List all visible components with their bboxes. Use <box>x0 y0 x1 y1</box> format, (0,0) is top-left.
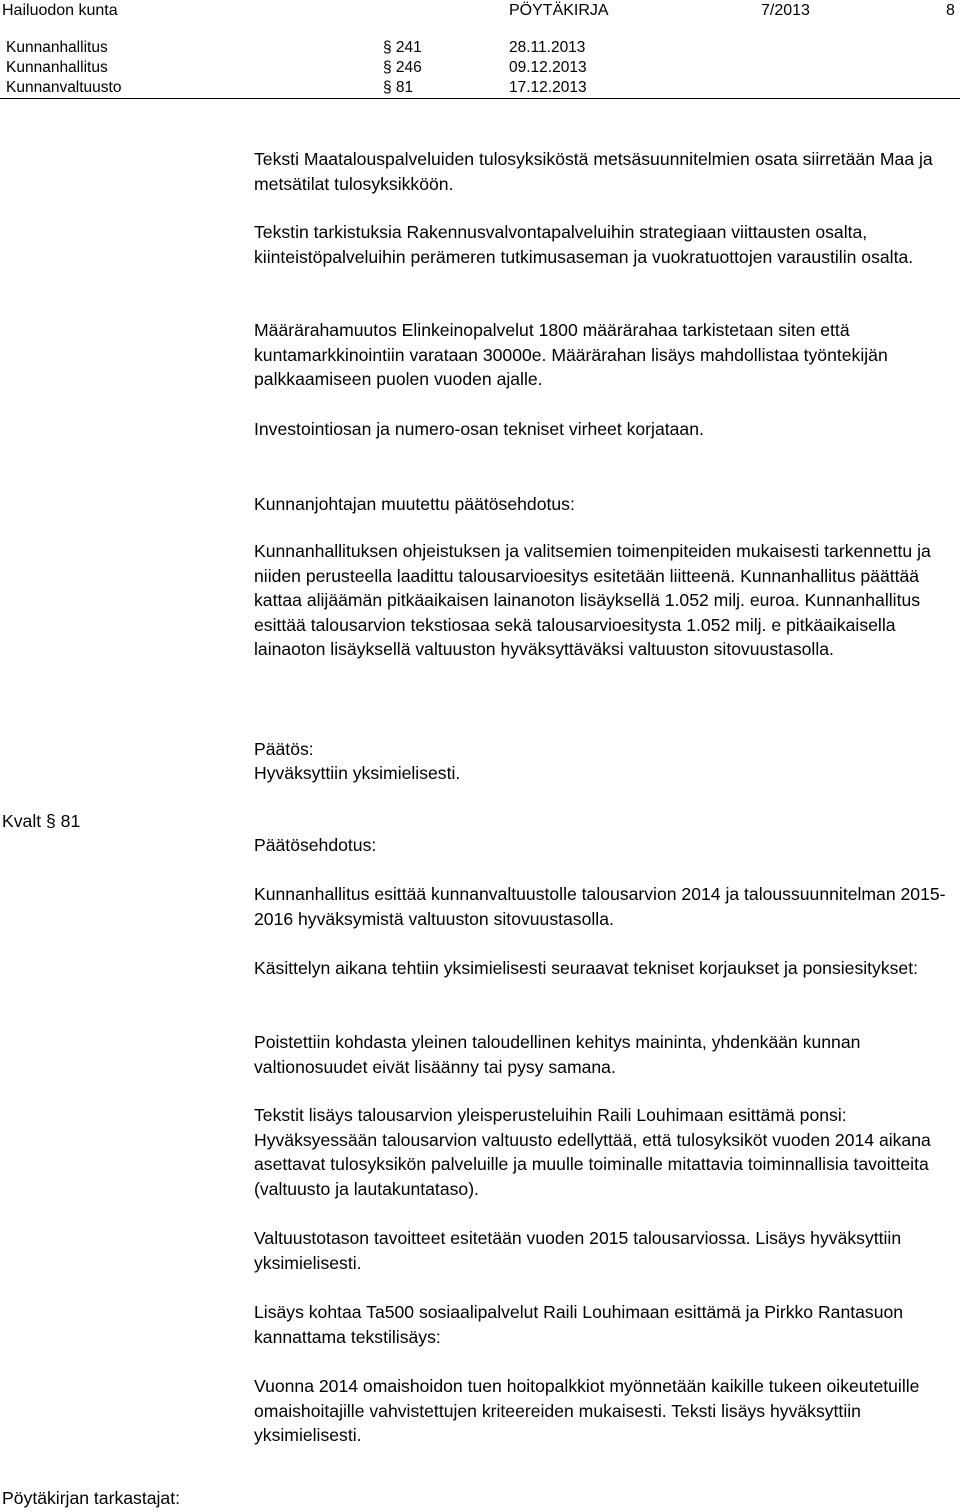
paragraph-tekstin-tarkistuksia: Tekstin tarkistuksia Rakennusvalvontapalveluihin strategiaan viittausten osalta, kiinteistöpalveluihin perämeren tutkimusaseman ja vuokratuottojen varaustilin osalta. <box>254 222 914 267</box>
reference-date: 17.12.2013 <box>509 79 587 96</box>
paragraph-talousarvio-2014: Kunnanhallitus esittää kunnanvaltuustolle talousarvion 2014 ja taloussuunnitelman 2015-2016 hyväksymistä valtuuston sitovuustasolla. <box>254 884 946 929</box>
paragraph-investointiosa: Investointiosan ja numero-osan tekniset virheet korjataan. <box>254 419 704 439</box>
label-kunnanjohtajan-ehdotus: Kunnanjohtajan muutettu päätösehdotus: <box>254 494 575 514</box>
page-number: 8 <box>946 2 955 19</box>
paragraph-ohjeistus: Kunnanhallituksen ohjeistuksen ja valitsemien toimenpiteiden mukaisesti tarkennettu ja niiden perusteella laadittu talousarvioesitys esitetään liitteenä. Kunnanhallitus päättää kattaa alijäämän pitkäaikaisen lainanoton lisäyksellä 1.052 milj. euroa. Kunnanhallitus esittää talousarvion tekstiosaa sekä talousarvioesitysta 1.052 milj. e pitkäaikaisella lainaoton lisäyksellä valtuuston hyväksyttäväksi valtuuston sitovuustasolla. <box>254 541 931 660</box>
paragraph-kasittely: Käsittelyn aikana tehtiin yksimielisesti seuraavat tekniset korjaukset ja ponsiesitykset: <box>254 958 918 978</box>
reference-body: Kunnanhallitus <box>6 59 108 76</box>
paragraph-paatos: Hyväksyttiin yksimielisesti. <box>254 763 461 783</box>
reference-date: 28.11.2013 <box>509 39 586 56</box>
reference-section: § 246 <box>383 59 422 76</box>
footer-inspectors-label: Pöytäkirjan tarkastajat: <box>2 1488 180 1508</box>
label-paatosehdotus: Päätösehdotus: <box>254 835 377 855</box>
reference-section: § 81 <box>383 79 414 96</box>
kvalt-section-label: Kvalt § 81 <box>2 811 81 831</box>
paragraph-poistettiin: Poistettiin kohdasta yleinen taloudellinen kehitys maininta, yhdenkään kunnan valtionosuudet eivät lisäänny tai pysy samana. <box>254 1032 861 1077</box>
paragraph-ponsi: Tekstit lisäys talousarvion yleisperusteluihin Raili Louhimaan esittämä ponsi: Hyväksyessään talousarvion valtuusto edellyttää, että tulosyksiköt vuoden 2014 aikana asettavat tulosyksikön palveluille ja muulle toiminalle mitattavia toiminnallisia tavoitteita (valtuusto ja lautakuntataso). <box>254 1105 931 1199</box>
reference-body: Kunnanvaltuusto <box>6 79 122 96</box>
paragraph-ta500-lisays: Lisäys kohtaa Ta500 sosiaalipalvelut Raili Louhimaan esittämä ja Pirkko Rantasuon kannattama tekstilisäys: <box>254 1302 904 1347</box>
paragraph-omaishoito: Vuonna 2014 omaishoidon tuen hoitopalkkiot myönnetään kaikille tukeen oikeutetuille omaishoitajille vahvistettujen kriteereiden mukaisesti. Teksti lisäys hyväksyttiin yksimielisesti. <box>254 1376 920 1446</box>
municipality-name: Hailuodon kunta <box>2 2 118 19</box>
document-number: 7/2013 <box>761 2 810 19</box>
paragraph-maararahamuutos: Määrärahamuutos Elinkeinopalvelut 1800 määrärahaa tarkistetaan siten että kuntamarkkinointiin varataan 30000e. Määrärahan lisäys mahdollistaa työntekijän palkkaamiseen puolen vuoden ajalle. <box>254 320 888 390</box>
label-paatos: Päätös: <box>254 739 314 759</box>
paragraph-valtuustotaso: Valtuustotason tavoitteet esitetään vuoden 2015 talousarviossa. Lisäys hyväksyttiin yksimielisesti. <box>254 1228 902 1273</box>
reference-body: Kunnanhallitus <box>6 39 108 56</box>
paragraph-metsasuunnitelmat: Teksti Maatalouspalveluiden tulosyksiköstä metsäsuunnitelmien osata siirretään Maa ja metsätilat tulosyksikköön. <box>254 149 933 194</box>
reference-date: 09.12.2013 <box>509 59 587 76</box>
document-type: PÖYTÄKIRJA <box>509 2 609 19</box>
reference-section: § 241 <box>383 39 422 56</box>
header-divider <box>0 98 960 99</box>
